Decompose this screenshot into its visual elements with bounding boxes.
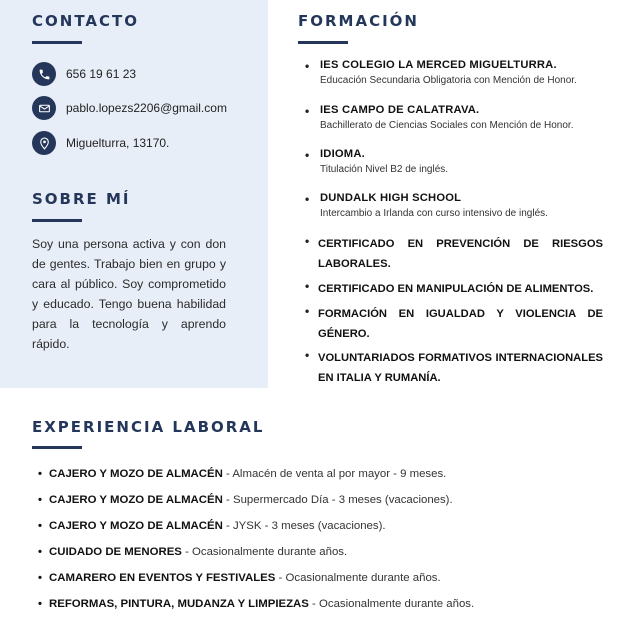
experience-role: CUIDADO DE MENORES	[49, 546, 182, 558]
experience-underline	[32, 446, 82, 449]
education-item-sub: Intercambio a Irlanda con curso intensivo de inglés.	[320, 208, 548, 219]
certificate-text: CERTIFICADO EN PREVENCIÓN DE RIESGOS LABORALES.	[318, 238, 603, 270]
certificate-item	[305, 304, 603, 344]
education-item-sub: Titulación Nivel B2 de inglés.	[320, 164, 449, 175]
location-pin-icon	[32, 131, 56, 155]
about-text: Soy una persona activa y con don de gentes. Trabajo bien en grupo y cara al público. Soy comprometido y educado. Tengo buena habilidad para la tecnología y aprendo rápido.	[32, 237, 226, 351]
certificate-item	[305, 279, 603, 299]
education-title: FORMACIÓN	[298, 12, 419, 30]
bullet-icon: •	[38, 468, 42, 480]
bullet-icon: •	[305, 148, 310, 162]
contact-title: CONTACTO	[32, 12, 139, 30]
experience-item	[38, 468, 446, 480]
experience-role: REFORMAS, PINTURA, MUDANZA Y LIMPIEZAS	[49, 598, 309, 610]
certificate-item	[305, 234, 603, 274]
education-item	[305, 104, 603, 131]
phone-icon	[32, 62, 56, 86]
bullet-icon: •	[38, 572, 42, 584]
education-item-head: IES CAMPO DE CALATRAVA.	[320, 104, 480, 116]
bullet-icon: •	[38, 520, 42, 532]
education-item-head: IES COLEGIO LA MERCED MIGUELTURRA.	[320, 59, 557, 71]
bullet-icon: •	[305, 59, 310, 73]
education-item-head: IDIOMA.	[320, 148, 365, 160]
education-underline	[298, 41, 348, 44]
education-item	[305, 148, 603, 175]
contact-address-row	[32, 131, 169, 155]
experience-title: EXPERIENCIA LABORAL	[32, 418, 265, 436]
experience-desc: - Ocasionalmente durante años.	[181, 546, 348, 558]
about-title: SOBRE MÍ	[32, 190, 131, 208]
certificate-text: VOLUNTARIADOS FORMATIVOS INTERNACIONALES EN ITALIA Y RUMANÍA.	[318, 352, 603, 384]
experience-item	[38, 546, 347, 558]
education-item-head: DUNDALK HIGH SCHOOL	[320, 192, 462, 204]
education-item	[305, 192, 603, 219]
experience-role: CAJERO Y MOZO DE ALMACÉN	[49, 468, 223, 480]
experience-desc: - Almacén de venta al por mayor - 9 meses.	[222, 468, 447, 480]
bullet-icon: •	[38, 598, 42, 610]
contact-phone[interactable]: 656 19 61 23	[66, 67, 137, 81]
bullet-icon: •	[305, 104, 310, 118]
contact-phone-row	[32, 62, 136, 86]
education-item-sub: Bachillerato de Ciencias Sociales con Mención de Honor.	[320, 120, 574, 131]
certificate-text: CERTIFICADO EN MANIPULACIÓN DE ALIMENTOS.	[318, 283, 594, 295]
bullet-icon: •	[305, 192, 310, 206]
experience-desc: - Supermercado Día - 3 meses (vacaciones).	[222, 494, 453, 506]
contact-underline	[32, 41, 82, 44]
contact-address: Miguelturra, 13170.	[66, 136, 170, 150]
certificate-item	[305, 348, 603, 388]
education-item-sub: Educación Secundaria Obligatoria con Mención de Honor.	[320, 75, 577, 86]
experience-desc: - JYSK - 3 meses (vacaciones).	[222, 520, 386, 532]
experience-role: CAMARERO EN EVENTOS Y FESTIVALES	[49, 572, 276, 584]
about-underline	[32, 219, 82, 222]
bullet-icon: •	[38, 546, 42, 558]
contact-email[interactable]: pablo.lopezs2206@gmail.com	[66, 101, 227, 115]
bullet-icon: •	[305, 234, 310, 248]
experience-item	[38, 598, 474, 610]
bullet-icon: •	[38, 494, 42, 506]
experience-role: CAJERO Y MOZO DE ALMACÉN	[49, 494, 223, 506]
experience-item	[38, 572, 441, 584]
experience-desc: - Ocasionalmente durante años.	[275, 572, 441, 584]
email-icon	[32, 96, 56, 120]
certificate-text: FORMACIÓN EN IGUALDAD Y VIOLENCIA DE GÉNERO.	[318, 308, 603, 340]
contact-email-row	[32, 96, 227, 120]
education-item	[305, 59, 603, 86]
experience-item	[38, 520, 386, 532]
bullet-icon: •	[305, 279, 310, 293]
experience-item	[38, 494, 453, 506]
experience-desc: - Ocasionalmente durante años.	[308, 598, 475, 610]
experience-role: CAJERO Y MOZO DE ALMACÉN	[49, 520, 223, 532]
bullet-icon: •	[305, 304, 310, 318]
bullet-icon: •	[305, 348, 310, 362]
